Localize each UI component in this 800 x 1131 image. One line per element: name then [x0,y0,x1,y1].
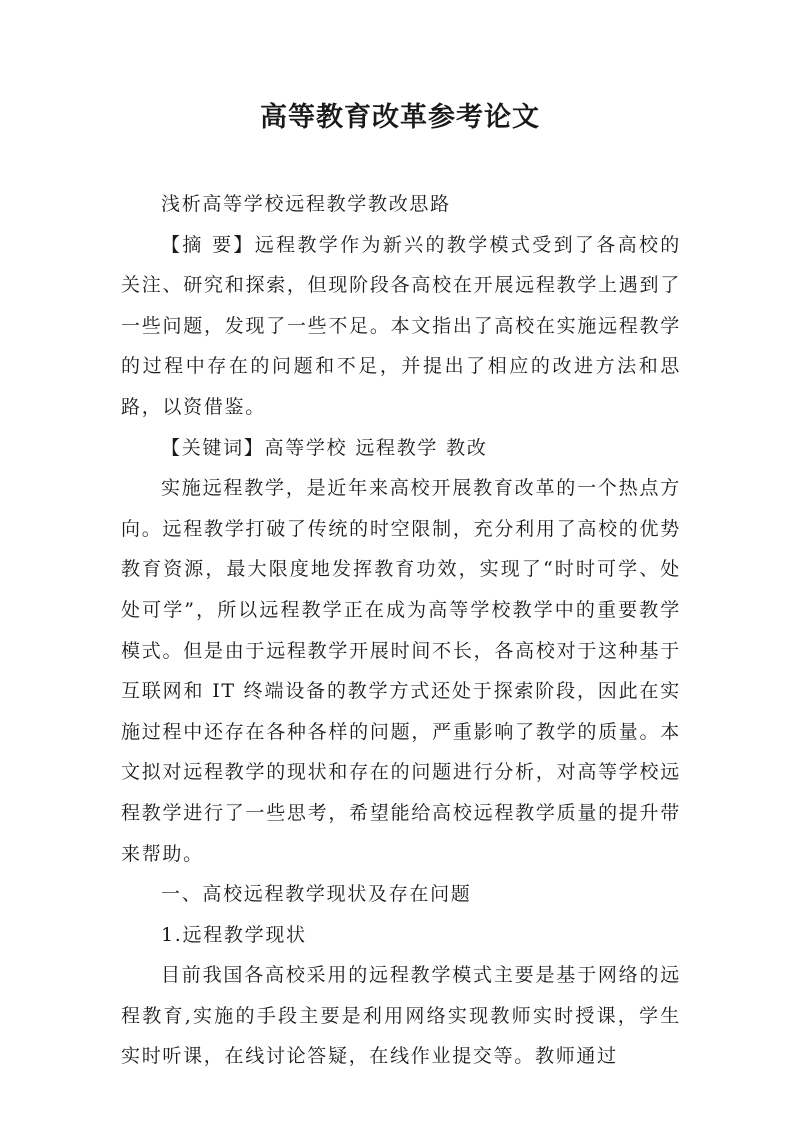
keyword: 远程教学 [355,436,439,459]
subsection-heading: 1.远程教学现状 [161,923,307,946]
section-heading: 一、高校远程教学现状及存在问题 [161,883,472,906]
section-paragraph: 目前我国各高校采用的远程教学模式主要是基于网络的远程教育,实施的手段主要是利用网络实现教师实时授课，学生实时听课，在线讨论答疑，在线作业提交等。教师通过 [121,964,681,1068]
paper-subtitle: 浅析高等学校远程教学教改思路 [161,193,451,215]
keywords-line [121,428,681,469]
document-title: 高等教育改革参考论文 [260,102,540,133]
document-body [121,184,681,1077]
keyword: 高等学校 [264,436,348,459]
keyword: 教改 [446,436,488,459]
abstract-paragraph: 【摘 要】远程教学作为新兴的教学模式受到了各高校的关注、研究和探索，但现阶段各高校在开展远程教学上遇到了一些问题，发现了一些不足。本文指出了高校在实施远程教学的过程中存在的问题和不足，并提出了相应的改进方法和思路，以资借鉴。 [121,233,681,418]
keywords-label: 【关键词】 [161,436,265,459]
intro-paragraph: 实施远程教学，是近年来高校开展教育改革的一个热点方向。远程教学打破了传统的时空限制，充分利用了高校的优势教育资源，最大限度地发挥教育功效，实现了“时时可学、处处可学”，所以远程教学正在成为高等学校教学中的重要教学模式。但是由于远程教学开展时间不长，各高校对于这种基于互联网和 IT 终端设备的教学方式还处于探索阶段，因此在实施过程中还存在各种各样的问题，严重影响了教学的质量。本文拟对远程教学的现状和存在的问题进行分析，对高等学校远程教学进行了一些思考，希望能给高校远程教学质量的提升带来帮助。 [121,477,681,865]
